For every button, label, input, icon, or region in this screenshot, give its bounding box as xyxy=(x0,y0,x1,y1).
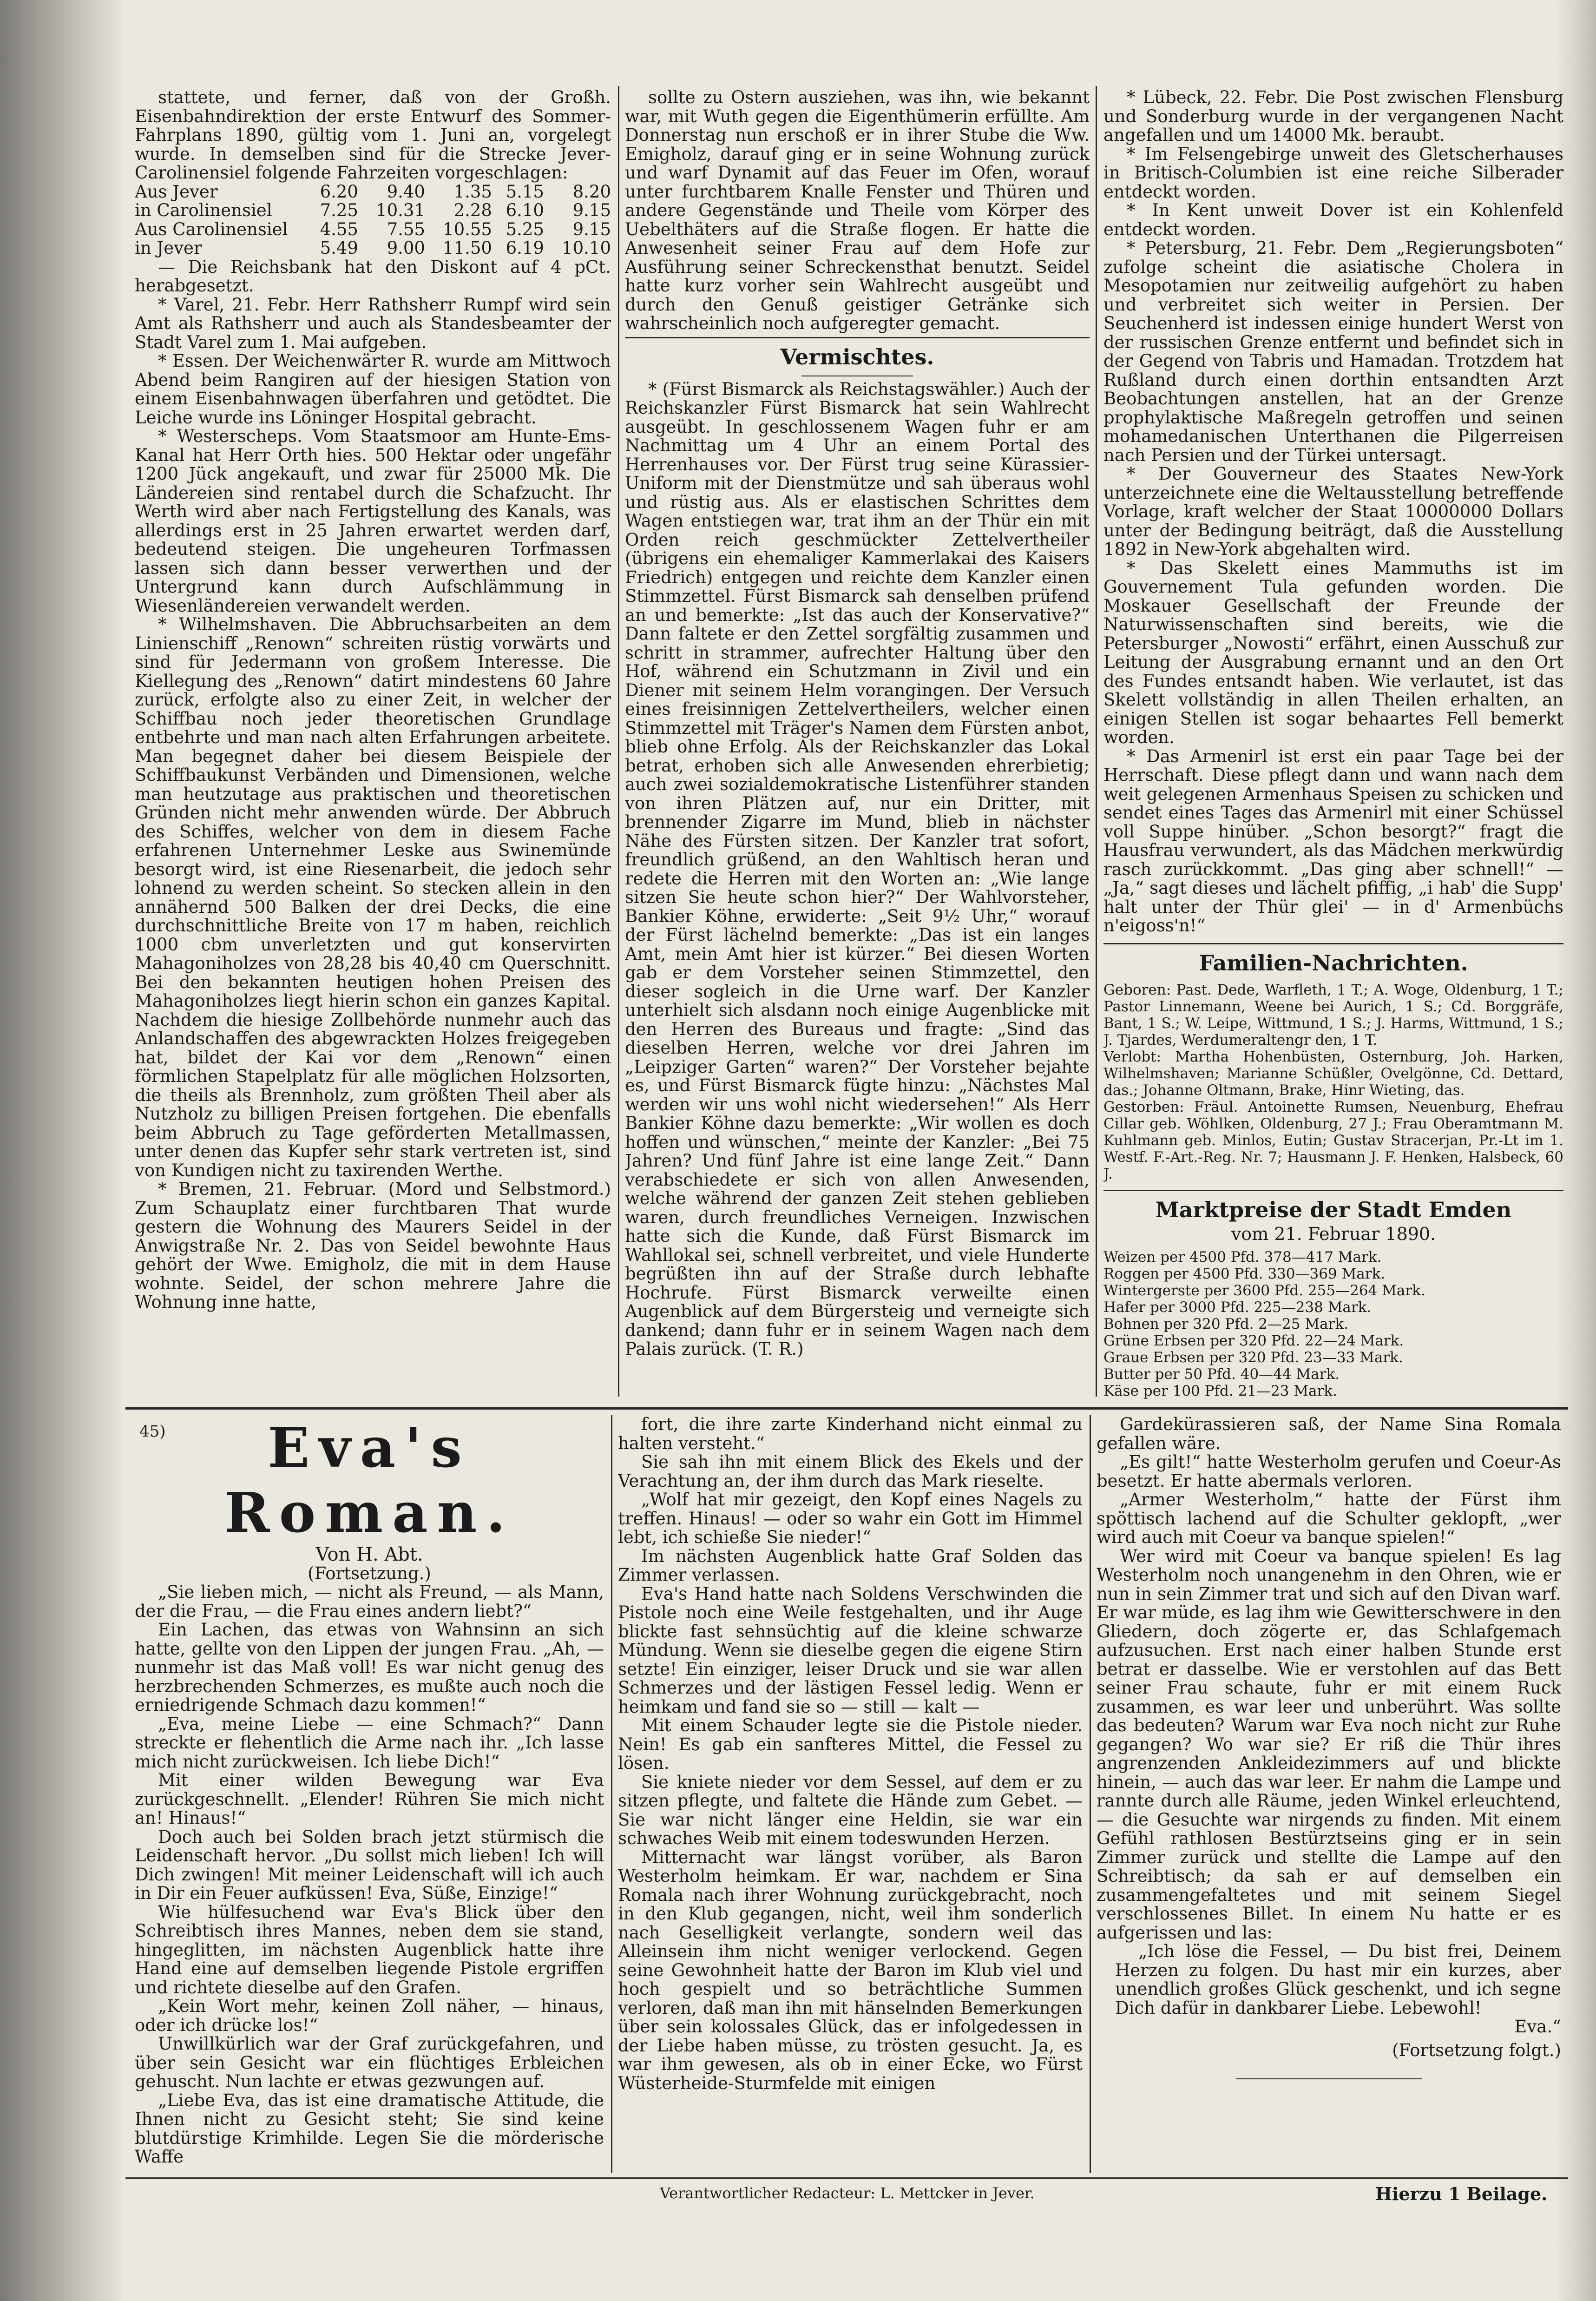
news-paragraph: * Varel, 21. Febr. Herr Rathsherr Rumpf wird sein Amt als Rathsherr und auch als Standesbeamter der Stadt Varel zum 1. Mai aufgeben. xyxy=(135,294,611,352)
serial-number: 45) xyxy=(139,1422,166,1441)
column-rule xyxy=(611,1415,612,2173)
serial-continuation-note: (Fortsetzung.) xyxy=(308,1563,431,1583)
serial-paragraph: Eva's Hand hatte nach Soldens Verschwinden die Pistole noch eine Weile festgehalten, und ihr Auge blickte fast sehnsüchtig auf die kleine schwarze Mündung. Wenn sie dieselbe gegen die eigene Stirn setzte! Ein einziger, leiser Druck und sie war allen Schmerzes und der lästigen Fessel ledig. Wenn er heimkam und fand sie so — still — kalt — xyxy=(618,1583,1083,1717)
section-heading-vermischtes: Vermischtes. xyxy=(780,344,934,369)
news-paragraph: * (Fürst Bismarck als Reichstagswähler.) Auch der Reichskanzler Fürst Bismarck hat sein Wahlrecht ausgeübt. In geschlossenem Wagen fuhr er am Nachmittag um 4 Uhr an einem Portal des Herrenhauses vor. Der Fürst trug seine Kürassier-Uniform mit der Dienstmütze und sah überaus wohl und rüstig aus. Als er elastischen Schrittes dem Wagen entstiegen war, trat ihm an der Thür ein mit Orden reich geschmückter Zettelvertheiler (übrigens ein ehemaliger Kammerlakai des Kaisers Friedrich) entgegen und reichte dem Kanzler einen Stimmzettel. Fürst Bismarck sah denselben prüfend an und bemerkte: „Ist das auch der Konservative?“ Dann faltete er den Zettel sorgfältig zusammen und schritt in strammer, aufrechter Haltung über den Hof, während ein Schutzmann in Zivil und ein Diener mit seinem Helm vorangingen. Der Versuch eines freisinnigen Zettelvertheilers, welcher einen Stimmzettel mit Träger's Namen dem Fürsten anbot, blieb ohne Erfolg. Als der Reichskanzler das Lokal betrat, erhoben sich alle Anwesenden ehrerbietig; auch zwei sozialdemokratische Listenführer standen von ihren Plätzen auf, nur ein Dritter, mit brennender Zigarre im Mund, blieb in nächster Nähe des Fürsten sitzen. Der Kanzler trat sofort, freundlich grüßend, an den Wahltisch heran und redete die Herren mit den Worten an: „Wie lange sitzen Sie heute schon hier?“ Der Wahlvorsteher, Bankier Köhne, erwiderte: „Seit 9½ Uhr,“ worauf der Fürst lächelnd bemerkte: „Das ist ein langes Amt, mein Amt hier ist kürzer.“ Bei diesen Worten gab er dem Vorsteher seinen Stimmzettel, den dieser sogleich in die Urne warf. Der Kanzler unterhielt sich alsdann noch einige Augenblicke mit den Herren des Bureaus und fragte: „Sind das dieselben Herren, welche vor drei Jahren im „Leipziger Garten“ waren?“ Der Vorsteher bejahte es, und Fürst Bismarck fügte hinzu: „Nächstes Mal werden wir uns wohl nicht wiedersehen!“ Als Herr Bankier Köhne dazu bemerkte: „Wir wollen es doch hoffen und wünschen,“ meinte der Kanzler: „Bei 75 Jahren? Und fünf Jahre ist eine lange Zeit.“ Dann verabschiedete er sich von allen Anwesenden, welche während der ganzen Zeit stehen geblieben waren, durch freundliches Verneigen. Inzwischen hatte sich die Kunde, daß Fürst Bismarck im Wahllokal sei, schnell verbreitet, und viele Hunderte begrüßten ihn auf der Straße durch lebhafte Hochrufe. Fürst Bismarck verweilte einen Augenblick auf dem Bürgersteig und verneigte sich dankend; dann fuhr er in seinem Wagen nach dem Palais zurück. (T. R.) xyxy=(625,379,1090,1359)
news-paragraph: stattete, und ferner, daß von der Großh. Eisenbahndirektion der erste Entwurf des Sommer-Fahrplans 1890, gültig vom 1. Juni an, vorgelegt wurde. In demselben sind für die Strecke Jever-Carolinensiel folgende Fahrzeiten vorgeschlagen: xyxy=(135,88,611,183)
serial-paragraph: „Kein Wort mehr, keinen Zoll näher, — hinaus, oder ich drücke los!“ xyxy=(135,1996,604,2035)
serial-paragraph: „Es gilt!“ hatte Westerholm gerufen und Coeur-As besetzt. Er hatte abermals verloren. xyxy=(1097,1452,1561,1491)
market-price-item: Graue Erbsen per 320 Pfd. 23—33 Mark. xyxy=(1103,1349,1403,1366)
news-paragraph: * Petersburg, 21. Febr. Dem „Regierungsboten“ zufolge scheint die asiatische Cholera in Mesopotamien nur zeitweilig aufgehört zu haben und verbreitet sich weiter in Persien. Der Seuchenherd ist indessen einige hundert Werst von der russischen Grenze entfernt und befindet sich in der Gegend von Tabris und Hamadan. Trotzdem hat Rußland durch einen dorthin entsandten Arzt Beobachtungen anstellen, hat an der Grenze prophylaktische Maßregeln getroffen und seinen mohamedanischen Unterthanen die Pilgerreisen nach Persien und der Türkei untersagt. xyxy=(1103,238,1563,465)
serial-paragraph: Sie sah ihn mit einem Blick des Ekels und der Verachtung an, der ihm durch das Mark rieselte. xyxy=(618,1452,1083,1491)
supplement-note: Hierzu 1 Beilage. xyxy=(1375,2183,1548,2204)
family-notice: Gestorben: Fräul. Antoinette Rumsen, Neuenburg, Ehefrau Cillar geb. Wöhlken, Oldenburg, 27 J.; Frau Oberamtmann M. Kuhlmann geb. Minlos, Eutin; Gustav Stracerjan, Pr.-Lt im 1. Westf. F.-Art.-Reg. Nr. 7; Hausmann J. F. Henken, Halsbeck, 60 J. xyxy=(1103,1098,1563,1182)
timetable-row: Aus Carolinensiel 4.55 7.55 10.55 5.25 9.15 xyxy=(135,219,611,239)
news-column-3 xyxy=(1103,88,1563,1399)
serial-byline: Von H. Abt. xyxy=(315,1544,423,1565)
serial-paragraph: Mit einer wilden Bewegung war Eva zurückgeschnellt. „Elender! Rühren Sie mich nicht an! Hinaus!“ xyxy=(135,1770,604,1828)
section-rule xyxy=(625,337,1090,338)
serial-paragraph: Gardekürassieren saß, der Name Sina Romala gefallen wäre. xyxy=(1097,1415,1561,1453)
serial-paragraph: „Sie lieben mich, — nicht als Freund, — als Mann, der die Frau, — die Frau eines andern liebt?“ xyxy=(135,1582,604,1621)
news-paragraph: — Die Reichsbank hat den Diskont auf 4 pCt. herabgesetzt. xyxy=(135,257,611,296)
train-timetable xyxy=(135,183,611,258)
market-price-list xyxy=(1103,1249,1563,1399)
serial-paragraph: „Armer Westerholm,“ hatte der Fürst ihm spöttisch lachend auf die Schulter geklopft, „wer wird auch mit Coeur va banque spielen!“ xyxy=(1097,1490,1561,1547)
market-price-item: Bohnen per 320 Pfd. 2—25 Mark. xyxy=(1103,1315,1349,1332)
news-paragraph: * In Kent unweit Dover ist ein Kohlenfeld entdeckt worden. xyxy=(1103,200,1563,239)
serial-paragraph: Mitternacht war längst vorüber, als Baron Westerholm heimkam. Er war, nachdem er Sina Romala nach ihrer Wohnung zurückgebracht, noch in den Klub gegangen, nicht, weil ihm sonderlich nach Geselligkeit verlangte, sondern weil das Alleinsein ihm nicht weniger verlockend. Gegen seine Gewohnheit hatte der Baron im Klub viel und hoch gespielt und so beträchtliche Summen verloren, daß man ihn mit hänselnden Bemerkungen über sein kolossales Glück, das er infolgedessen in der Liebe haben müsse, zu trösten gesucht. Ja, es war ihm gewesen, als ob in einer Ecke, wo Fürst Wüsterheide-Sturmfelde mit einigen xyxy=(618,1847,1083,2093)
market-price-item: Roggen per 4500 Pfd. 330—369 Mark. xyxy=(1103,1265,1386,1282)
market-price-item: Käse per 100 Pfd. 21—23 Mark. xyxy=(1103,1382,1337,1399)
section-rule xyxy=(1103,1190,1563,1191)
serial-column-1 xyxy=(135,1415,604,2173)
news-paragraph: sollte zu Ostern ausziehen, was ihn, wie bekannt war, mit Wuth gegen die Eigenthümerin erfüllte. Am Donnerstag nun erschoß er in ihrer Stube die Ww. Emigholz, darauf ging er in seine Wohnung zurück und warf Dynamit auf das Feuer im Ofen, worauf unter furchtbarem Knalle Fenster und Thüren und andere Gegenstände und Theile vom Körper des Uebelthäters auf die Straße flogen. Er hatte die Anwesenheit seiner Frau auf dem Hofe zur Ausführung seiner Schreckensthat benutzt. Seidel hatte kurz vorher sein Wahlrecht ausgeübt und durch den Genuß geistiger Getränke sich wahrscheinlich noch aufgeregter gemacht. xyxy=(625,88,1090,333)
news-paragraph: * Essen. Der Weichenwärter R. wurde am Mittwoch Abend beim Rangiren auf der hiesigen Station von einem Eisenbahnwagen überfahren und getödtet. Die Leiche wurde ins Löninger Hospital gebracht. xyxy=(135,351,611,428)
section-rule xyxy=(125,1407,1568,1410)
serial-letter: „Ich löse die Fessel, — Du bist frei, Deinem Herzen zu folgen. Du hast mir ein kurzes, aber unendlich großes Glück geschenkt, und ich segne Dich dafür in dankbarer Liebe. Lebewohl! xyxy=(1115,1941,1561,2018)
section-heading-market: Marktpreise der Stadt Emden xyxy=(1155,1197,1512,1222)
column-rule xyxy=(1090,1415,1091,2173)
news-paragraph: * Lübeck, 22. Febr. Die Post zwischen Flensburg und Sonderburg wurde in der vergangenen Nacht angefallen und um 14000 Mk. beraubt. xyxy=(1103,88,1563,145)
footer-rule xyxy=(125,2177,1568,2179)
market-price-item: Grüne Erbsen per 320 Pfd. 22—24 Mark. xyxy=(1103,1332,1404,1349)
news-paragraph: * Bremen, 21. Februar. (Mord und Selbstmord.) Zum Schauplatz einer furchtbaren That wurde gestern die Wohnung des Maurers Seidel in der Anwigstraße Nr. 2. Das von Seidel bewohnte Haus gehört der Wwe. Emigholz, die mit in dem Hause wohnte. Seidel, der schon mehrere Jahre die Wohnung inne hatte, xyxy=(135,1179,611,1312)
serial-signature: Eva.“ xyxy=(1514,2017,1561,2037)
timetable-row: Aus Jever 6.20 9.40 1.35 5.15 8.20 xyxy=(135,181,611,202)
market-date: vom 21. Februar 1890. xyxy=(1231,1223,1436,1244)
serial-paragraph: „Eva, meine Liebe — eine Schmach?“ Dann streckte er flehentlich die Arme nach ihr. „Ich lasse mich nicht zurückweisen. Ich liebe Dich!“ xyxy=(135,1714,604,1772)
timetable-row: in Jever 5.49 9.00 11.50 6.19 10.10 xyxy=(135,238,611,258)
family-notice: Verlobt: Martha Hohenbüsten, Osternburg, Joh. Harken, Wilhelmshaven; Marianne Schüßler, Ovelgönne, Cd. Dettard, das.; Johanne Oltmann, Brake, Hinr Wieting, das. xyxy=(1103,1048,1563,1099)
news-paragraph: * Im Felsengebirge unweit des Gletscherhauses in Britisch-Columbien ist eine reiche Silberader entdeckt worden. xyxy=(1103,144,1563,202)
timetable-row: in Carolinensiel 7.25 10.31 2.28 6.10 9.15 xyxy=(135,200,611,220)
column-rule xyxy=(618,86,619,1397)
serial-paragraph: Ein Lachen, das etwas von Wahnsinn an sich hatte, gellte von den Lippen der jungen Frau. „Ah, — nunmehr ist das Maß voll! Es war nicht genug des herzbrechenden Schmerzes, es mußte auch noch die erniedrigende Schmach dazu kommen!“ xyxy=(135,1620,604,1715)
serial-paragraph: Doch auch bei Solden brach jetzt stürmisch die Leidenschaft hervor. „Du sollst mich lieben! Ich will Dich zwingen! Mit meiner Leidenschaft will ich auch in Dir ein Feuer aufküssen! Eva, Süße, Einzige!“ xyxy=(135,1826,604,1903)
section-rule xyxy=(1103,943,1563,944)
serial-paragraph: Wer wird mit Coeur va banque spielen! Es lag Westerholm noch unangenehm in den Ohren, wie er nun in sein Zimmer trat und sich auf den Divan warf. Er war müde, es lag ihm wie Gewitterschwere in den Gliedern, doch zögerte er, das Schlafgemach aufzusuchen. Erst nach einer halben Stunde erst betrat er dasselbe. Wie er verstohlen auf das Bett seiner Frau schaute, fuhr er mit einem Ruck zusammen, es war leer und unberührt. Was sollte das bedeuten? Warum war Eva noch nicht zur Ruhe gegangen? Wo war sie? Er riß die Thür ihres angrenzenden Ankleidezimmers auf und blickte hinein, — auch das war leer. Er nahm die Lampe und rannte durch alle Räume, jeden Winkel erleuchtend, — die Gesuchte war nirgends zu finden. Mit einem Gefühl rathlosen Bestürztseins ging er in sein Zimmer zurück und stellte die Lampe auf den Schreibtisch; da sah er auf demselben ein zusammengefaltetes und mit seinem Siegel verschlossenes Billet. In einem Nu hatte er es aufgerissen und las: xyxy=(1097,1546,1561,1943)
news-paragraph: * Das Armenirl ist erst ein paar Tage bei der Herrschaft. Diese pflegt dann und wann nach dem weit gelegenen Armenhaus Speisen zu schicken und sendet eines Tages das Armenirl mit einer Schüssel voll Suppe hinüber. „Schon besorgt?“ fragt die Hausfrau verwundert, als das Mädchen merkwürdig rasch zurückkommt. „Das ging aber schnell!“ — „Ja,“ sagt dieses und lächelt pfiffig, „i hab' die Supp' halt unter der Thür glei' — in d' Armenbüchs n'eigoss'n!“ xyxy=(1103,746,1563,936)
news-paragraph: * Der Gouverneur des Staates New-York unterzeichnete eine die Weltausstellung betreffende Vorlage, kraft welcher der Staat 10000000 Dollars unter der Bedingung beiträgt, daß die Ausstellung 1892 in New-York abgehalten wird. xyxy=(1103,464,1563,559)
end-rule xyxy=(1236,2078,1422,2079)
serial-column-3 xyxy=(1097,1415,1561,2173)
news-paragraph: * Wilhelmshaven. Die Abbruchsarbeiten an dem Linienschiff „Renown“ schreiten rüstig vorwärts und sind für Jedermann von großem Interesse. Die Kiellegung des „Renown“ datirt mindestens 60 Jahre zurück, erfolgte also zu einer Zeit, in welcher der Schiffbau noch jeder theoretischen Grundlage entbehrte und man nach alten Erfahrungen arbeitete. Man begegnet daher bei diesem Beispiele der Schiffbaukunst Verbänden und Dimensionen, welche man heutzutage aus praktischen und theoretischen Gründen nicht mehr anwenden würde. Der Abbruch des Schiffes, welcher von dem in diesem Fache erfahrenen Unternehmer Leske aus Swinemünde besorgt wird, ist eine Riesenarbeit, die jedoch sehr lohnend zu werden scheint. So stecken allein in den annähernd 500 Balken der drei Decks, die eine durchschnittliche Breite von 17 m haben, reichlich 1000 cbm unverletzten und gut konservirten Mahagoniholzes von 28,28 bis 40,40 cm Querschnitt. Bei den bekannten heutigen hohen Preisen des Mahagoniholzes liegt hierin schon ein ganzes Kapital. Nachdem die hiesige Zollbehörde nunmehr auch das Anlandschaffen des abgewrackten Holzes freigegeben hat, bildet der Kai vor dem „Renown“ einen förmlichen Stapelplatz für alle möglichen Holzsorten, die theils als Brennholz, zum größten Theil aber als Nutzholz zu billigen Preisen fortgehen. Die ebenfalls beim Abbruch zu Tage geförderten Metallmassen, unter denen das Kupfer sehr stark vertreten ist, sind von Kundigen nicht zu taxirenden Werthe. xyxy=(135,614,611,1180)
news-column-2 xyxy=(625,88,1090,1399)
editor-line: Verantwortlicher Redacteur: L. Mettcker in Jever. xyxy=(660,2184,1035,2202)
serial-paragraph: Sie kniete nieder vor dem Sessel, auf dem er zu sitzen pflegte, und faltete die Hände zum Gebet. — Sie war nicht länger eine Heldin, sie war ein schwaches Weib mit einem todeswunden Herzen. xyxy=(618,1772,1083,1848)
column-rule xyxy=(1096,86,1097,1397)
market-price-item: Wintergerste per 3600 Pfd. 255—264 Mark. xyxy=(1103,1282,1425,1299)
serial-paragraph: Im nächsten Augenblick hatte Graf Solden das Zimmer verlassen. xyxy=(618,1546,1083,1585)
section-heading-family: Familien-Nachrichten. xyxy=(1199,950,1468,976)
family-notice: Geboren: Past. Dede, Warfleth, 1 T.; A. Woge, Oldenburg, 1 T.; Pastor Linnemann, Weene bei Aurich, 1 S.; Cd. Borggräfe, Bant, 1 S.; W. Leipe, Wittmund, 1 S.; J. Harms, Wittmund, 1 S.; J. Tjardes, Werdumeraltengr den, 1 T. xyxy=(1103,981,1563,1048)
market-price-item: Hafer per 3000 Pfd. 225—238 Mark. xyxy=(1103,1299,1372,1316)
serial-paragraph: „Wolf hat mir gezeigt, den Kopf eines Nagels zu treffen. Hinaus! — oder so wahr ein Gott im Himmel lebt, ich schieße Sie nieder!“ xyxy=(618,1490,1083,1547)
market-price-item: Weizen per 4500 Pfd. 378—417 Mark. xyxy=(1103,1248,1382,1266)
family-notices xyxy=(1103,982,1563,1182)
serial-paragraph: fort, die ihre zarte Kinderhand nicht einmal zu halten versteht.“ xyxy=(618,1415,1083,1453)
serial-paragraph: Unwillkürlich war der Graf zurückgefahren, und über sein Gesicht war ein flüchtiges Erbleichen gehuscht. Nun lachte er etwas gezwungen auf. xyxy=(135,2034,604,2091)
market-price-item: Butter per 50 Pfd. 40—44 Mark. xyxy=(1103,1365,1340,1383)
serial-paragraph: Wie hülfesuchend war Eva's Blick über den Schreibtisch ihres Mannes, neben dem sie stand, hingeglitten, im nächsten Augenblick hatte ihre Hand eine auf demselben liegende Pistole ergriffen und richtete dieselbe auf den Grafen. xyxy=(135,1902,604,1998)
serial-paragraph: „Liebe Eva, das ist eine dramatische Attitude, die Ihnen nicht zu Gesicht steht; Sie sind keine blutdürstige Krimhilde. Legen Sie die mörderische Waffe xyxy=(135,2090,604,2167)
news-column-1 xyxy=(135,88,611,1399)
serial-column-2 xyxy=(618,1415,1083,2173)
serial-title: Eva's Roman. xyxy=(224,1415,515,1545)
news-paragraph: * Westerscheps. Vom Staatsmoor am Hunte-Ems-Kanal hat Herr Orth hies. 500 Hektar oder ungefähr 1200 Jück angekauft, und zwar für 25000 Mk. Die Ländereien sind rentabel durch die Schafzucht. Ihr Werth wird aber nach Fertigstellung des Kanals, was allerdings erst in 25 Jahren erwartet werden darf, bedeutend steigen. Die ungeheuren Torfmassen lassen sich dann besser verwerthen und der Untergrund kann durch Aufschlämmung in Wiesenländereien verwandelt werden. xyxy=(135,426,611,616)
serial-paragraph: Mit einem Schauder legte sie die Pistole nieder. Nein! Es gab ein sanfteres Mittel, die Fessel zu lösen. xyxy=(618,1715,1083,1773)
page-gutter-shadow xyxy=(0,0,121,2301)
serial-to-be-continued: (Fortsetzung folgt.) xyxy=(1392,2040,1561,2060)
news-paragraph: * Das Skelett eines Mammuths ist im Gouvernement Tula gefunden worden. Die Moskauer Gesellschaft der Freunde der Naturwissenschaften sind bereits, wie die Petersburger „Nowosti“ erfährt, einen Ausschuß zur Leitung der Ausgrabung ernannt und an den Ort des Fundes entsandt haben. Wie verlautet, ist das Skelett vollständig in allen Theilen erhalten, an einigen Stellen ist sogar behaartes Fell bemerkt worden. xyxy=(1103,558,1563,747)
